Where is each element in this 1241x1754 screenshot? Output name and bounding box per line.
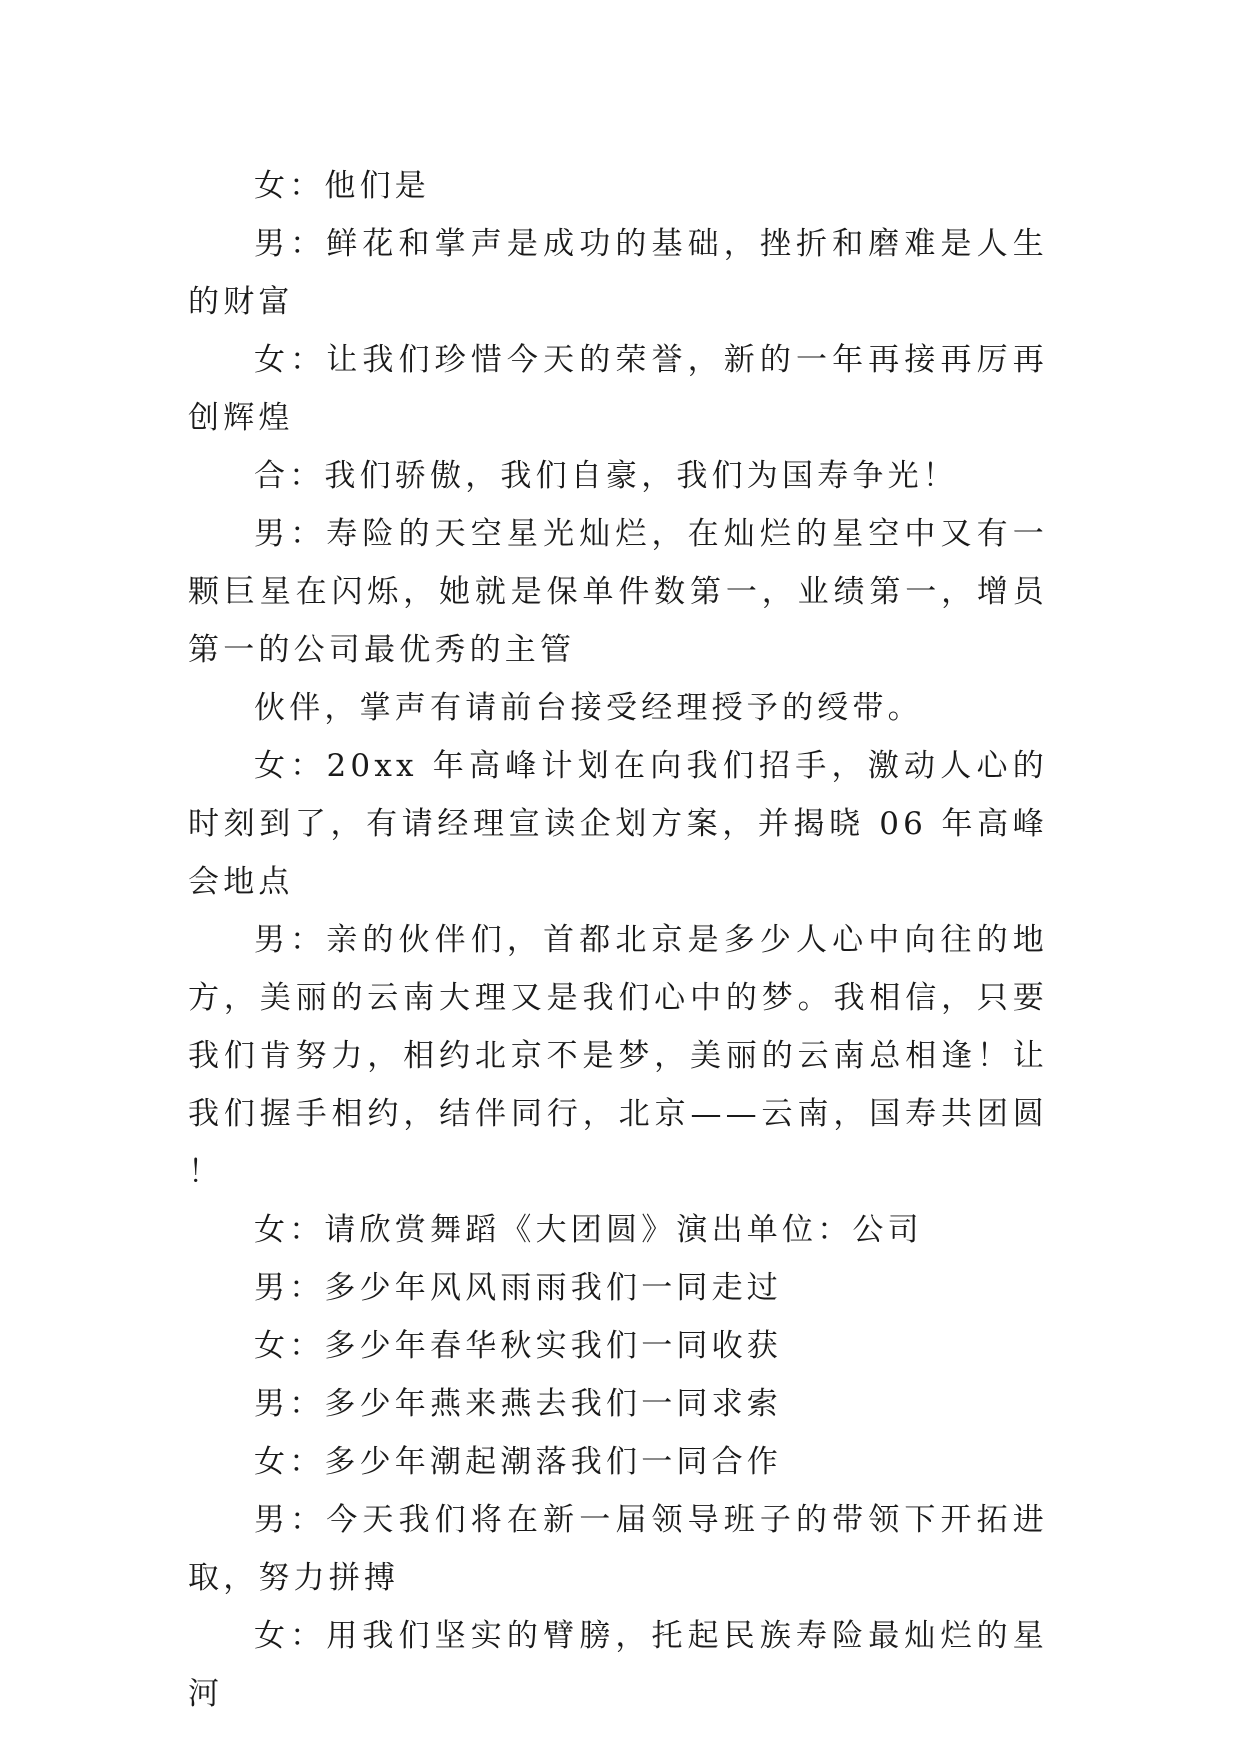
paragraph: 男：多少年燕来燕去我们一同求索	[254, 1386, 782, 1422]
paragraph: 男：寿险的天空星光灿烂，在灿烂的星空中又有一颗巨星在闪烁，她就是保单件数第一，业绩第一，增员第一的公司最优秀的主管	[188, 516, 1048, 668]
paragraph: 女：20xx 年高峰计划在向我们招手，激动人心的时刻到了，有请经理宣读企划方案，并揭晓 06 年高峰会地点	[188, 748, 1048, 900]
paragraph: 合：我们骄傲，我们自豪，我们为国寿争光！	[254, 458, 958, 494]
paragraph: 女：用我们坚实的臂膀，托起民族寿险最灿烂的星河	[188, 1618, 1048, 1712]
paragraph: 女：多少年潮起潮落我们一同合作	[254, 1444, 782, 1480]
paragraph: 伙伴，掌声有请前台接受经理授予的绶带。	[254, 690, 923, 726]
paragraph: 男：多少年风风雨雨我们一同走过	[254, 1270, 782, 1306]
paragraph: 男：亲的伙伴们，首都北京是多少人心中向往的地方，美丽的云南大理又是我们心中的梦。我相信，只要我们肯努力，相约北京不是梦，美丽的云南总相逢！让我们握手相约，结伴同行，北京——云南，国寿共团圆！	[188, 922, 1048, 1190]
paragraph: 女：多少年春华秋实我们一同收获	[254, 1328, 782, 1364]
paragraph: 男：今天我们将在新一届领导班子的带领下开拓进取，努力拼搏	[188, 1502, 1048, 1596]
paragraph: 女：他们是	[254, 168, 430, 204]
paragraph: 女：请欣赏舞蹈《大团圆》演出单位：公司	[254, 1212, 923, 1248]
paragraph: 女：让我们珍惜今天的荣誉，新的一年再接再厉再创辉煌	[188, 342, 1048, 436]
document-body	[188, 157, 1048, 1723]
paragraph: 男：鲜花和掌声是成功的基础，挫折和磨难是人生的财富	[188, 226, 1048, 320]
